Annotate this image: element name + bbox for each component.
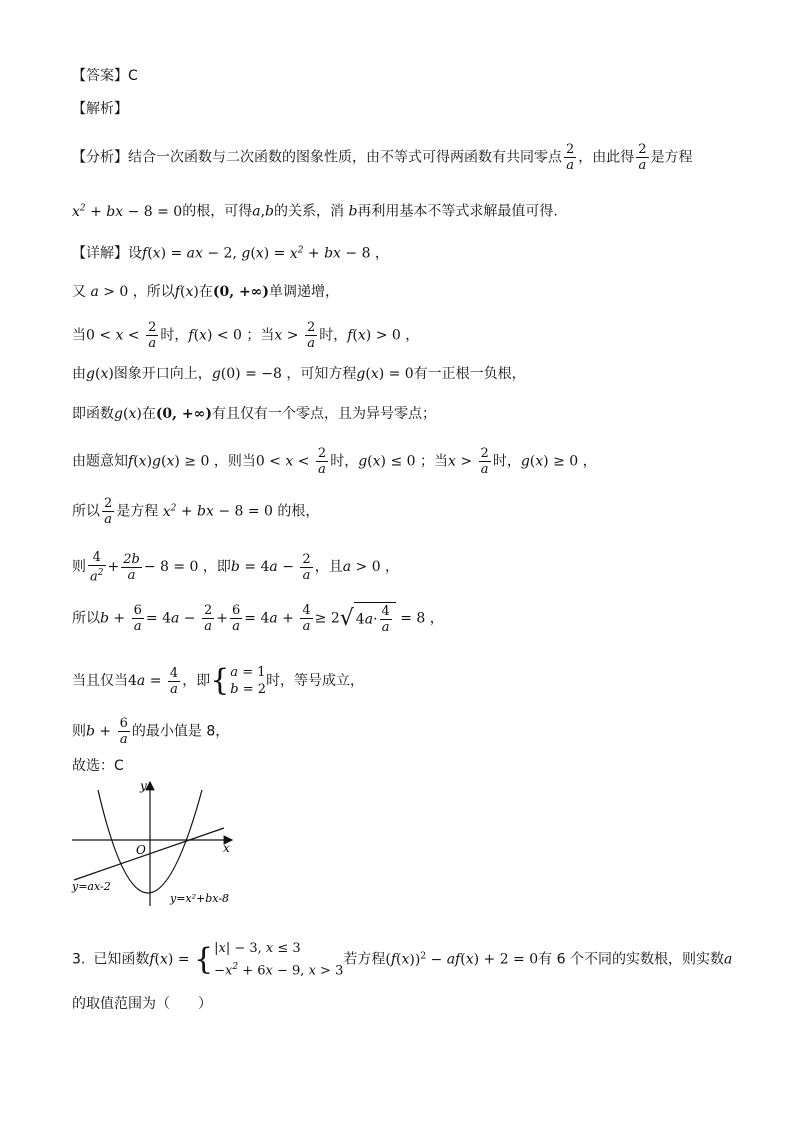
y-axis-label: y bbox=[140, 779, 147, 793]
fraction-2-over-a: $\frac{2}{a}$ bbox=[638, 142, 647, 173]
step-4: 即函数g(x)在(0, +∞)有且仅有一个零点，且为异号零点； bbox=[72, 406, 436, 422]
x-axis-label: x bbox=[223, 841, 230, 855]
parabola-label: y=x²+bx-8 bbox=[170, 892, 230, 905]
step-3: 由g(x)图象开口向上，g(0) = −8 ，可知方程g(x) = 0有一正根一负根， bbox=[72, 366, 526, 382]
step-2: 当0 < x < $\frac{2}{a}$ 时，f(x) < 0 ；当x > $\frac{2}{a}$ 时，f(x) > 0 ， bbox=[72, 320, 420, 351]
fenxi-line-2: $x^2$ + bx − 8 = 0的根，可得a,b的关系，消 b再利用基本不等式求解最值可得. bbox=[72, 203, 558, 220]
piecewise-function: |x| − 3, x ≤ 3 $-x^2 + 6x - 9$, x > 3 bbox=[214, 940, 344, 979]
step-10: 则b + $\frac{6}{a}$ 的最小值是 8， bbox=[72, 716, 230, 747]
conclusion: 故选：C bbox=[72, 758, 124, 774]
fenxi-line-1: 【分析】结合一次函数与二次函数的图象性质，由不等式可得两函数有共同零点 $\frac{2}{a}$ ，由此得 $\frac{2}{a}$ 是方程 bbox=[72, 142, 693, 173]
system-of-equations: a = 1 b = 2 bbox=[230, 665, 267, 697]
step-1: 又 a > 0 ，所以f(x)在(0, +∞)单调递增， bbox=[72, 284, 339, 300]
question-3-line-2: 的取值范围为（ ） bbox=[72, 996, 212, 1012]
answer-value: C bbox=[128, 68, 138, 84]
function-graph bbox=[68, 776, 238, 910]
answer-label: 【答案】 bbox=[72, 68, 128, 84]
xiangjie-line: 【详解】设f(x) = ax − 2, $g(x) = x^2$ + bx − 8 ， bbox=[72, 245, 389, 262]
origin-label: O bbox=[136, 843, 146, 857]
fenxi-label: 【分析】 bbox=[72, 149, 128, 166]
line-label: y=ax-2 bbox=[72, 880, 111, 893]
step-8: 所以b + $\frac{6}{a}$ = 4a − $\frac{2}{a}$ + $\frac{6}{a}$ = 4a + $\frac{4}{a}$ ≥ 2√ 4a· $\frac{4}{a}$ = 8 ， bbox=[72, 603, 444, 635]
answer-line bbox=[72, 66, 138, 86]
analysis-label: 【解析】 bbox=[72, 101, 128, 117]
line-graph bbox=[74, 828, 224, 880]
equation: $x^2$ + bx − 8 = 0 bbox=[72, 203, 183, 220]
question-number: 3. bbox=[72, 951, 86, 968]
step-5: 由题意知f(x)g(x) ≥ 0 ，则当0 < x < $\frac{2}{a}$ 时，g(x) ≤ 0 ；当x > $\frac{2}{a}$ 时，g(x) ≥ 0 ， bbox=[72, 446, 597, 477]
question-3-line-1: 3. 已知函数f(x) = { |x| − 3, x ≤ 3 $-x^2 + 6x - 9$, x > 3 若方程$(f(x))^2 - af(x) + 2 = 0$有 6 个不同的实数根，则实数a bbox=[72, 940, 733, 979]
step-6: 所以 $\frac{2}{a}$ 是方程 $x^2$ + bx − 8 = 0 的根， bbox=[72, 496, 320, 527]
fraction-2-over-a: $\frac{2}{a}$ bbox=[566, 142, 575, 173]
step-7: 则 $\frac{4}{a^2}$ + $\frac{2b}{a}$ − 8 = 0 ，即b = 4a − $\frac{2}{a}$ ，且a > 0 ， bbox=[72, 550, 400, 585]
step-9: 当且仅当4a = $\frac{4}{a}$ ，即{ a = 1 b = 2 时，等号成立， bbox=[72, 663, 365, 698]
xiangjie-label: 【详解】 bbox=[72, 245, 128, 262]
sqrt-expression: √ 4a· $\frac{4}{a}$ bbox=[340, 602, 396, 635]
